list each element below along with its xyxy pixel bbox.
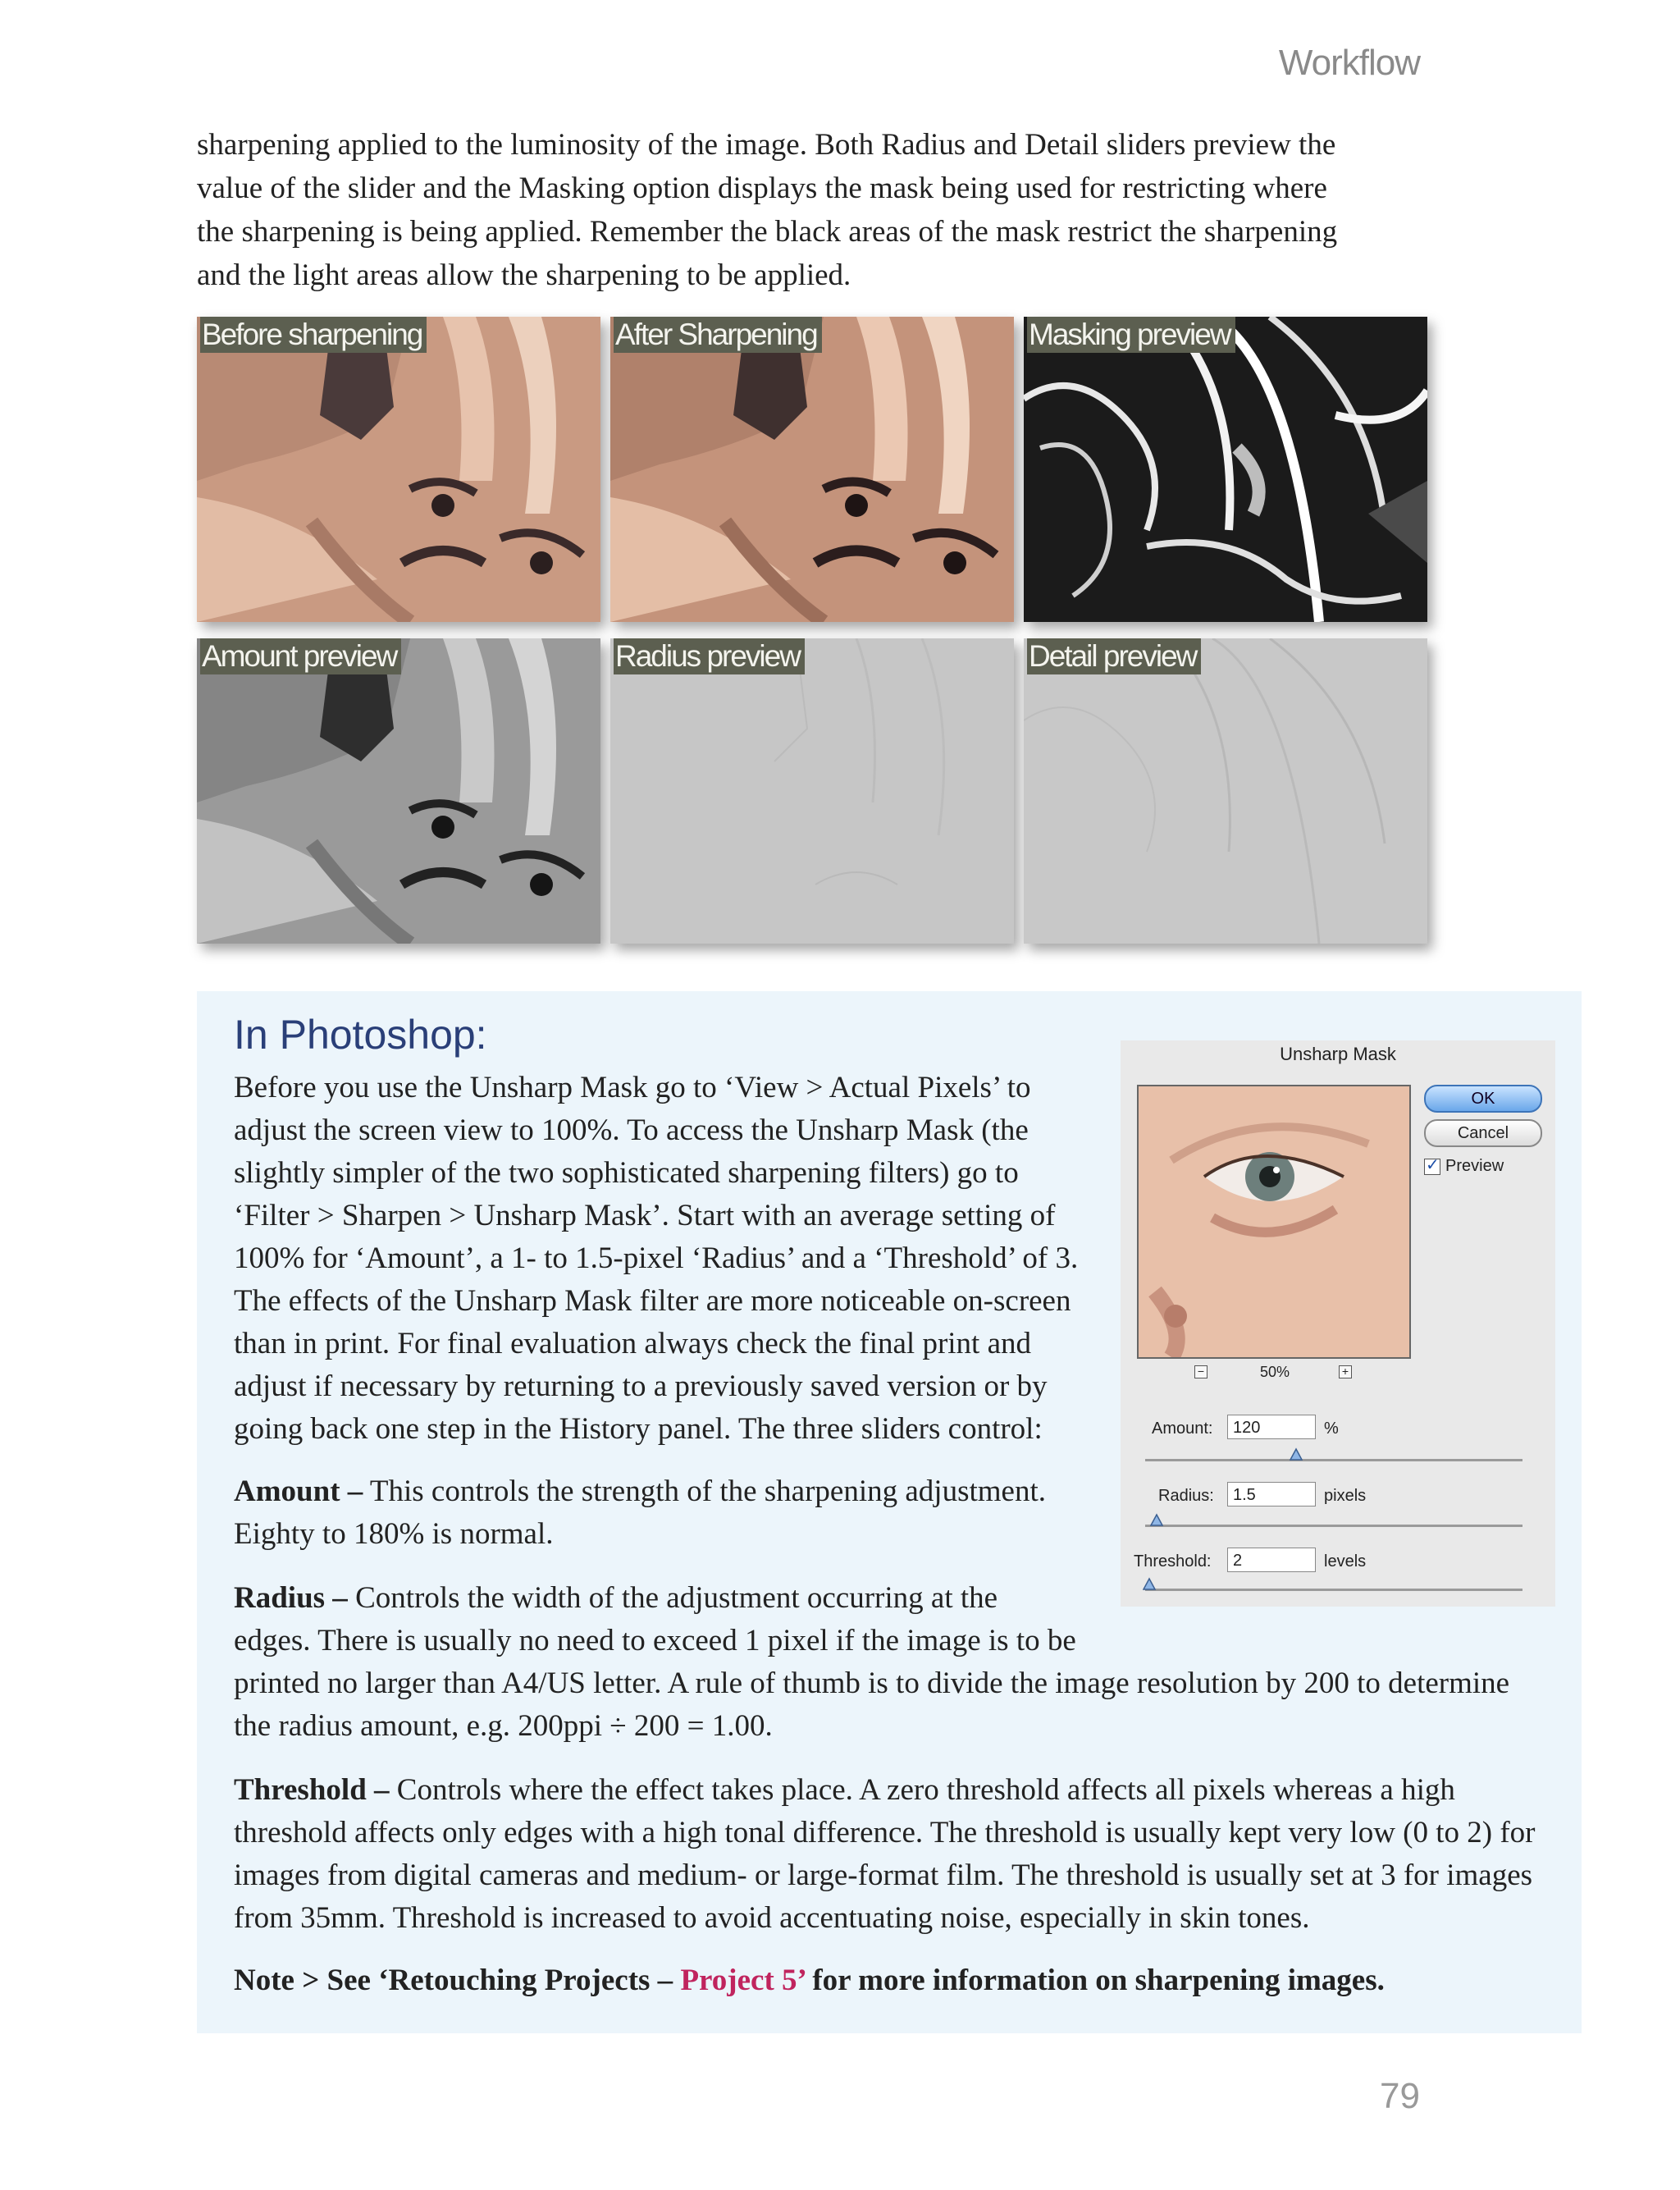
intro-line: the sharpening is being applied. Remember the black areas of the mask restrict the sharpening <box>197 215 1338 249</box>
tile-label: Radius preview <box>614 638 805 674</box>
threshold-slider-track[interactable] <box>1145 1589 1522 1591</box>
sidebar-intro-paragraph <box>234 1067 1103 1451</box>
zoom-level: 50% <box>1260 1364 1290 1380</box>
after-sharpening-image <box>610 317 1014 622</box>
tile-label: Detail preview <box>1027 638 1201 674</box>
tile-after-sharpening <box>610 317 1014 622</box>
checkbox-check-icon <box>1424 1159 1440 1175</box>
radius-text: edges. There is usually no need to exceed 1 pixel if the image is to be <box>234 1624 1076 1657</box>
threshold-input[interactable]: 2 <box>1227 1548 1316 1572</box>
intro-line: sharpening applied to the luminosity of the image. Both Radius and Detail sliders preview the <box>197 128 1336 162</box>
tile-masking-preview <box>1024 317 1427 622</box>
sidebar-line: 100% for ‘Amount’, a 1- to 1.5-pixel ‘Radius’ and a ‘Threshold’ of 3. <box>234 1241 1079 1275</box>
eye-closeup-image <box>1139 1086 1409 1357</box>
intro-paragraph <box>197 123 1427 297</box>
slider-thumb-icon <box>1150 1513 1163 1526</box>
threshold-unit: levels <box>1324 1552 1367 1570</box>
radius-text: printed no larger than A4/US letter. A rule of thumb is to divide the image resolution by 200 to determine <box>234 1667 1510 1700</box>
radius-text: Controls the width of the adjustment occurring at the <box>347 1581 998 1615</box>
amount-paragraph <box>234 1470 1103 1556</box>
ok-button[interactable]: OK <box>1424 1085 1542 1113</box>
amount-preview-image <box>197 638 600 944</box>
threshold-text: Controls where the effect takes place. A zero threshold affects all pixels whereas a high <box>389 1773 1455 1807</box>
preview-label: Preview <box>1445 1157 1504 1175</box>
tile-detail-preview <box>1024 638 1427 944</box>
sidebar-title: In Photoshop: <box>234 1012 487 1058</box>
amount-slider-thumb[interactable] <box>1290 1447 1303 1461</box>
sharpening-preview-grid <box>197 317 1427 947</box>
amount-text: This controls the strength of the sharpening adjustment. <box>363 1474 1046 1508</box>
radius-unit: pixels <box>1324 1487 1367 1505</box>
tile-label: After Sharpening <box>614 317 822 353</box>
intro-line: and the light areas allow the sharpening to be applied. <box>197 258 851 292</box>
threshold-text: from 35mm. Threshold is increased to avoid accentuating noise, especially in skin tones. <box>234 1901 1310 1935</box>
amount-slider-track[interactable] <box>1145 1459 1522 1461</box>
sidebar-line: ‘Filter > Sharpen > Unsharp Mask’. Start with an average setting of <box>234 1199 1056 1232</box>
dialog-preview-pane[interactable] <box>1137 1085 1411 1359</box>
preview-checkbox[interactable] <box>1424 1157 1504 1176</box>
note-text: for more information on sharpening images. <box>805 1964 1385 1997</box>
sidebar-line: Before you use the Unsharp Mask go to ‘View > Actual Pixels’ to <box>234 1071 1031 1104</box>
threshold-term: Threshold – <box>234 1773 390 1807</box>
radius-label: Radius: <box>1158 1487 1214 1505</box>
zoom-out-button[interactable]: − <box>1194 1365 1208 1378</box>
detail-preview-image <box>1024 638 1427 944</box>
amount-unit: % <box>1324 1420 1339 1438</box>
tile-label: Amount preview <box>200 638 401 674</box>
radius-input[interactable]: 1.5 <box>1227 1482 1316 1506</box>
threshold-label: Threshold: <box>1134 1552 1212 1570</box>
amount-text: Eighty to 180% is normal. <box>234 1517 554 1551</box>
sidebar-line: slightly simpler of the two sophisticated sharpening filters) go to <box>234 1156 1019 1190</box>
tile-label: Masking preview <box>1027 317 1235 353</box>
page-number: 79 <box>1380 2076 1420 2116</box>
slider-thumb-icon <box>1290 1447 1303 1461</box>
tile-amount-preview <box>197 638 600 944</box>
tile-label: Before sharpening <box>200 317 427 353</box>
threshold-text: threshold affects only edges with a high tonal difference. The threshold is usually kept very low (0 to 2) for <box>234 1816 1536 1849</box>
running-header: Workflow <box>1278 43 1420 83</box>
radius-term: Radius – <box>234 1581 348 1615</box>
radius-slider-thumb[interactable] <box>1150 1513 1163 1526</box>
unsharp-mask-dialog <box>1121 1040 1555 1607</box>
note-line <box>234 1963 1385 1998</box>
before-sharpening-image <box>197 317 600 622</box>
amount-input[interactable]: 120 <box>1227 1415 1316 1439</box>
project-link[interactable]: Project 5’ <box>680 1964 806 1997</box>
intro-line: value of the slider and the Masking option displays the mask being used for restricting where <box>197 171 1327 205</box>
threshold-paragraph <box>234 1769 1579 1940</box>
tile-radius-preview <box>610 638 1014 944</box>
dialog-title: Unsharp Mask <box>1280 1044 1396 1064</box>
amount-label: Amount: <box>1152 1420 1213 1438</box>
threshold-slider-thumb[interactable] <box>1143 1577 1156 1590</box>
amount-term: Amount – <box>234 1474 363 1508</box>
threshold-text: images from digital cameras and medium- or large-format film. The threshold is usually set at 3 for images <box>234 1859 1533 1892</box>
sidebar-line: adjust the screen view to 100%. To access the Unsharp Mask (the <box>234 1113 1029 1147</box>
sidebar-line: than in print. For final evaluation always check the final print and <box>234 1327 1031 1360</box>
radius-preview-image <box>610 638 1014 944</box>
note-text: Note > See ‘Retouching Projects – <box>234 1964 681 1997</box>
sidebar-line: adjust if necessary by returning to a previously saved version or by <box>234 1369 1048 1403</box>
radius-text: the radius amount, e.g. 200ppi ÷ 200 = 1.00. <box>234 1709 773 1743</box>
zoom-in-button[interactable]: + <box>1339 1365 1352 1378</box>
masking-preview-image <box>1024 317 1427 622</box>
slider-thumb-icon <box>1143 1577 1156 1590</box>
sidebar-line: going back one step in the History panel. The three sliders control: <box>234 1412 1043 1446</box>
cancel-button[interactable]: Cancel <box>1424 1119 1542 1147</box>
sidebar-line: The effects of the Unsharp Mask filter are more noticeable on-screen <box>234 1284 1071 1318</box>
tile-before-sharpening <box>197 317 600 622</box>
radius-slider-track[interactable] <box>1145 1525 1522 1527</box>
